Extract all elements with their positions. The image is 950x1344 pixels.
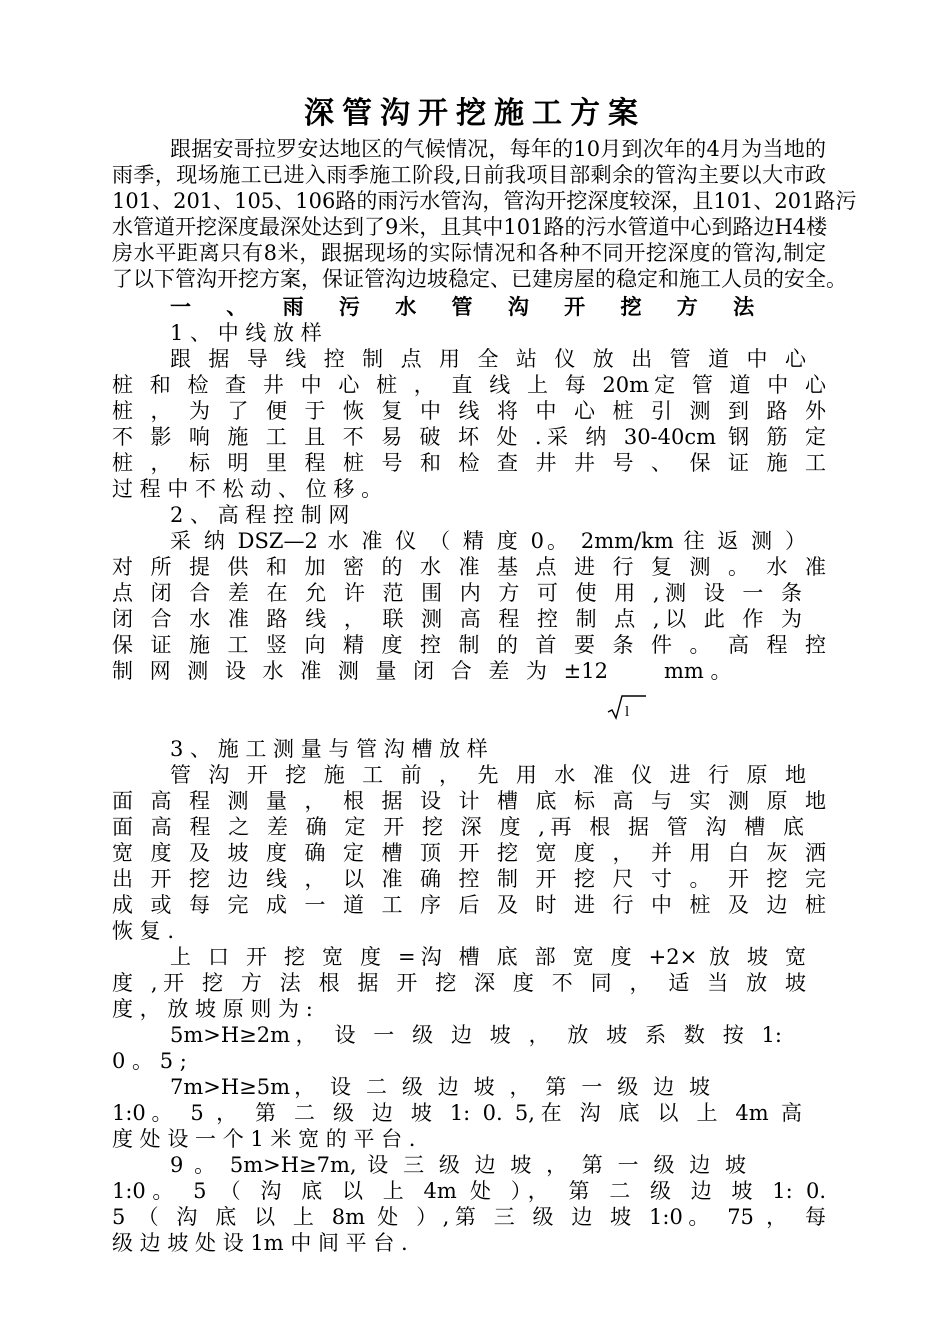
intro-line-3: 101、201、105、106路的雨污水管沟，管沟开挖深度较深，且101、201路污 bbox=[112, 189, 857, 213]
sub2-line-4: 闭 合 水 准 路 线 ， 联 测 高 程 控 制 点 ,以 此 作 为 bbox=[112, 607, 802, 631]
square-root-symbol bbox=[606, 694, 662, 720]
intro-line-5: 房水平距离只有8米，跟据现场的实际情况和各种不同开挖深度的管沟,制定 bbox=[112, 241, 826, 265]
slope-line-3: 7m>H≥5m， 设 二 级 边 坡 ， 第 一 级 边 坡 bbox=[170, 1075, 710, 1099]
slope-line-8: 5 （ 沟 底 以 上 8m 处 ）,第 三 级 边 坡 1:0。 75 ， 每 bbox=[112, 1205, 826, 1229]
sub1-line-6: 过 程 中 不 松 动 、 位 移 。 bbox=[112, 477, 383, 501]
width-line-3: 度 ， 放 坡 原 则 为 : bbox=[112, 997, 313, 1021]
subsection-3-heading: 3 、 施 工 测 量 与 管 沟 槽 放 样 bbox=[170, 737, 488, 761]
sub3-line-3: 面 高 程 之 差 确 定 开 挖 深 度 ,再 根 据 管 沟 槽 底 bbox=[112, 815, 804, 839]
sub3-line-7: 恢 复 . bbox=[112, 919, 175, 943]
sub2-unit: mm 。 bbox=[664, 659, 732, 683]
sub2-line-1: 采 纳 DSZ—2 水 准 仪 （ 精 度 0。 2mm/km 往 返 测 ） bbox=[170, 529, 806, 553]
sub3-line-6: 成 或 每 完 成 一 道 工 序 后 及 时 进 行 中 桩 及 边 桩 bbox=[112, 893, 826, 917]
sub1-line-3: 桩 ， 为 了 便 于 恢 复 中 线 将 中 心 桩 引 测 到 路 外 bbox=[112, 399, 826, 423]
slope-line-1: 5m>H≥2m， 设 一 级 边 坡 ， 放 坡 系 数 按 1: bbox=[170, 1023, 782, 1047]
sub1-line-2: 桩 和 检 查 井 中 心 桩 ， 直 线 上 每 20m定 管 道 中 心 bbox=[112, 373, 826, 397]
document-title: 深管沟开挖施工方案 bbox=[304, 96, 646, 131]
sub1-line-1: 跟 据 导 线 控 制 点 用 全 站 仪 放 出 管 道 中 心 bbox=[170, 347, 806, 371]
slope-line-4: 1:0。 5 ， 第 二 级 边 坡 1: 0. 5,在 沟 底 以 上 4m 高 bbox=[112, 1101, 802, 1125]
sub3-line-1: 管 沟 开 挖 施 工 前 ， 先 用 水 准 仪 进 行 原 地 bbox=[170, 763, 806, 787]
intro-line-2: 雨季，现场施工已进入雨季施工阶段,日前我项目部剩余的管沟主要以大市政 bbox=[112, 163, 826, 187]
sub1-line-4: 不 影 响 施 工 且 不 易 破 坏 处 .采 纳 30-40cm 钢 筋 定 bbox=[112, 425, 826, 449]
sub2-line-5: 保 证 施 工 竖 向 精 度 控 制 的 首 要 条 件 。 高 程 控 bbox=[112, 633, 826, 657]
sub2-line-2: 对 所 提 供 和 加 密 的 水 准 基 点 进 行 复 测 。 水 准 bbox=[112, 555, 826, 579]
sub2-line-3: 点 闭 合 差 在 允 许 范 围 内 方 可 使 用 ,测 设 一 条 bbox=[112, 581, 802, 605]
slope-line-6: 9 。 5m>H≥7m, 设 三 级 边 坡 ， 第 一 级 边 坡 bbox=[170, 1153, 746, 1177]
sub3-line-5: 出 开 挖 边 线 ， 以 准 确 控 制 开 挖 尺 寸 。 开 挖 完 bbox=[112, 867, 826, 891]
slope-line-5: 度 处 设 一 个 1 米 宽 的 平 台 . bbox=[112, 1127, 416, 1151]
subsection-1-heading: 1 、 中 线 放 样 bbox=[170, 321, 322, 345]
slope-line-2: 0 。 5 ; bbox=[112, 1049, 187, 1073]
intro-line-4: 水管道开挖深度最深处达到了9米，且其中101路的污水管道中心到路边H4楼 bbox=[112, 215, 828, 239]
slope-line-9: 级 边 坡 处 设 1m 中 间 平 台 . bbox=[112, 1231, 408, 1255]
sub2-line-6: 制 网 测 设 水 准 测 量 闭 合 差 为 ±12 bbox=[112, 659, 608, 683]
width-line-2: 度 ,开 挖 方 法 根 据 开 挖 深 度 不 同 ， 适 当 放 坡 bbox=[112, 971, 806, 995]
intro-line-6: 了以下管沟开挖方案，保证管沟边坡稳定、已建房屋的稳定和施工人员的安全。 bbox=[112, 267, 847, 291]
sub1-line-5: 桩 ， 标 明 里 程 桩 号 和 检 查 井 井 号 、 保 证 施 工 bbox=[112, 451, 826, 475]
sub3-line-4: 宽 度 及 坡 度 确 定 槽 顶 开 挖 宽 度 ， 并 用 白 灰 洒 bbox=[112, 841, 826, 865]
sqrt-variable: l bbox=[625, 704, 630, 720]
width-line-1: 上 口 开 挖 宽 度 =沟 槽 底 部 宽 度 +2× 放 坡 宽 bbox=[170, 945, 806, 969]
slope-line-7: 1:0。 5 （ 沟 底 以 上 4m 处 ）， 第 二 级 边 坡 1: 0. bbox=[112, 1179, 826, 1203]
section-heading: 一 、 雨 污 水 管 沟 开 挖 方 法 bbox=[170, 294, 769, 319]
subsection-2-heading: 2 、 高 程 控 制 网 bbox=[170, 503, 350, 527]
sub3-line-2: 面 高 程 测 量 ， 根 据 设 计 槽 底 标 高 与 实 测 原 地 bbox=[112, 789, 826, 813]
intro-line-1: 跟据安哥拉罗安达地区的气候情况，每年的10月到次年的4月为当地的 bbox=[170, 137, 826, 161]
